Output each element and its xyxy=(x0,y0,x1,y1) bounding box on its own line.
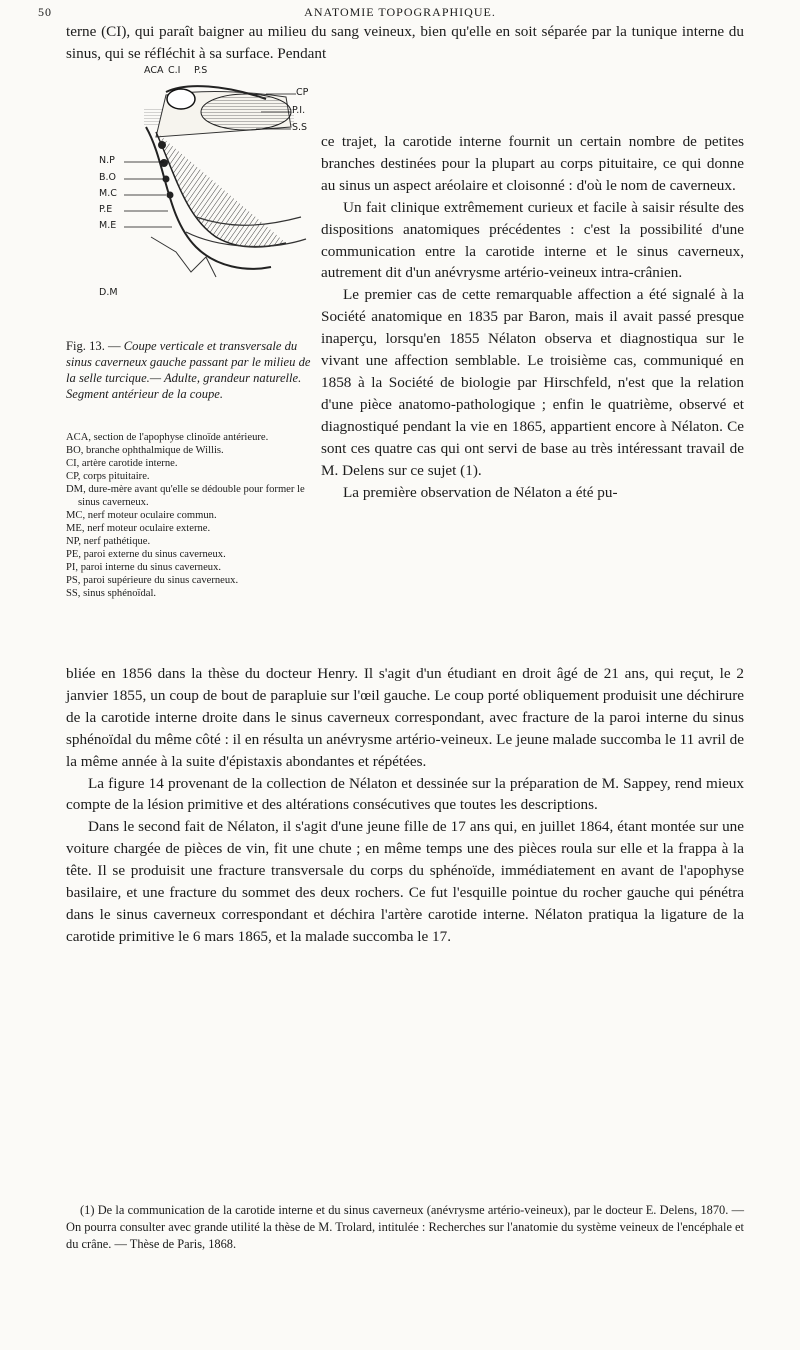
footnote-text: (1) De la communication de la carotide interne et du sinus caverneux (anévrysme artério-veineux), par le docteur E. Delens, 1870. — On pourra consulter avec grande utilité la thèse de M. Trolard, intitulée : Recherches sur l'anatomie du système veineux de l'encéphale et du crâne. — Thèse de Paris, 1868. xyxy=(66,1203,744,1251)
figure-legend xyxy=(66,431,316,600)
label-aca: ACA xyxy=(144,65,164,76)
legend-item: PE, paroi externe du sinus caverneux. xyxy=(66,549,226,560)
figure-number: Fig. 13. — xyxy=(66,339,121,353)
footnote xyxy=(66,1202,744,1253)
label-ps: P.S xyxy=(194,65,208,76)
legend-item: CP, corps pituitaire. xyxy=(66,471,150,482)
paragraph: Dans le second fait de Nélaton, il s'agit d'une jeune fille de 17 ans qui, en juillet 1864, étant montée sur une voiture chargée de pièces de vin, fit une chute ; en même temps une des pièces roula sur elle et la frappa à la tête. Il se produisit une fracture transversale du corps du sphénoïde, immédiatement en avant de l'apophyse basilaire, et une fracture du sommet des deux rochers. Ce fut l'esquille pointue du rocher gauche qui pénétra dans le sinus caverneux correspondant et déchira l'artère carotide interne. Nélaton pratiqua la ligature de la carotide primitive le 6 mars 1865, et la malade succomba le 17. xyxy=(66,818,744,945)
legend-item: NP, nerf pathétique. xyxy=(66,536,151,547)
label-dm: D.M xyxy=(99,287,118,298)
label-bo: B.O xyxy=(99,172,117,183)
legend-item: DM, dure-mère avant qu'elle se dédouble pour former le sinus caverneux. xyxy=(66,484,305,508)
label-mc: M.C xyxy=(99,188,117,199)
figure-caption xyxy=(66,338,316,402)
paragraph: La première observation de Nélaton a été pu- xyxy=(343,483,618,501)
paragraph: bliée en 1856 dans la thèse du docteur Henry. Il s'agit d'un étudiant en droit âgé de 21 ans, qui reçut, le 2 janvier 1855, un coup de bout de parapluie sur l'œil gauche. Le coup porté obliquement produisit une déchirure de la carotide interne droite dans le sinus caverneux correspondant, avec fracture de la paroi interne du sinus sphénoïdal du même côté : il en résulta un anévrysme artério-veineux. Le jeune malade succomba le 11 avril de la même année à la suite d'épistaxis abondantes et répétées. xyxy=(66,665,744,770)
legend-item: ME, nerf moteur oculaire externe. xyxy=(66,523,211,534)
paragraph: La figure 14 provenant de la collection de Nélaton et dessinée sur la préparation de M. Sappey, rend mieux compte de la lésion primitive et des altérations consécutives que toutes les descriptions. xyxy=(66,774,744,814)
body-text-bottom xyxy=(66,663,744,948)
running-title: ANATOMIE TOPOGRAPHIQUE. xyxy=(304,5,496,19)
paragraph: Un fait clinique extrêmement curieux et facile à saisir résulte des dispositions anatomiques précédentes : c'est la possibilité d'une communication entre la carotide interne et le sinus caverneux, autrement dit d'un anévrysme artério-veineux intra-crânien. xyxy=(321,198,744,282)
page-number: 50 xyxy=(38,5,52,19)
paragraph: terne (CI), qui paraît baigner au milieu du sang veineux, bien qu'elle en soit séparée par la tunique interne du sinus, qui se réfléchit à sa surface. Pendant xyxy=(66,23,744,62)
label-pi: P.I. xyxy=(292,105,306,116)
legend-item: CI, artère carotide interne. xyxy=(66,458,178,469)
label-cp: CP xyxy=(296,87,309,98)
legend-item: PS, paroi supérieure du sinus caverneux. xyxy=(66,575,239,586)
label-np: N.P xyxy=(99,155,115,166)
legend-item: MC, nerf moteur oculaire commun. xyxy=(66,510,217,521)
label-me: M.E xyxy=(99,220,117,231)
figure-13 xyxy=(96,67,316,302)
label-ci: C.I xyxy=(168,65,181,76)
paragraph: ce trajet, la carotide interne fournit un certain nombre de petites branches destinées pour la plupart au corps pituitaire, ce qui donne au sinus un aspect aréolaire et cloisonné : d'où le nom de caverneux. xyxy=(321,133,744,194)
anatomical-section-drawing xyxy=(96,67,316,302)
label-pe: P.E xyxy=(99,204,113,215)
label-ss: S.S xyxy=(292,122,308,133)
body-text-top xyxy=(66,21,744,65)
legend-item: BO, branche ophthalmique de Willis. xyxy=(66,445,224,456)
legend-item: PI, paroi interne du sinus caverneux. xyxy=(66,562,222,573)
legend-item: SS, sinus sphénoïdal. xyxy=(66,588,157,599)
legend-item: ACA, section de l'apophyse clinoïde antérieure. xyxy=(66,432,269,443)
figure-caption-text: Coupe verticale et transversale du sinus caverneux gauche passant par le milieu de la selle turcique.— Adulte, grandeur naturelle. Segment antérieur de la coupe. xyxy=(66,339,311,401)
body-text-side xyxy=(321,131,744,503)
paragraph: Le premier cas de cette remarquable affection a été signalé à la Société anatomique en 1835 par Baron, mais il avait passé presque inaperçu, lorsqu'en 1855 Nélaton observa et diagnostiqua sur le vivant une affection semblable. Le troisième cas, communiqué en 1858 à la Société de biologie par Hirschfeld, n'est que la relation d'une pièce anatomo-pathologique ; enfin le quatrième, observé et diagnostiqué pendant la vie en 1865, appartient encore à Nélaton. Ce sont ces quatre cas qui ont servi de base au très intéressant travail de M. Delens sur ce sujet (1). xyxy=(321,286,744,479)
